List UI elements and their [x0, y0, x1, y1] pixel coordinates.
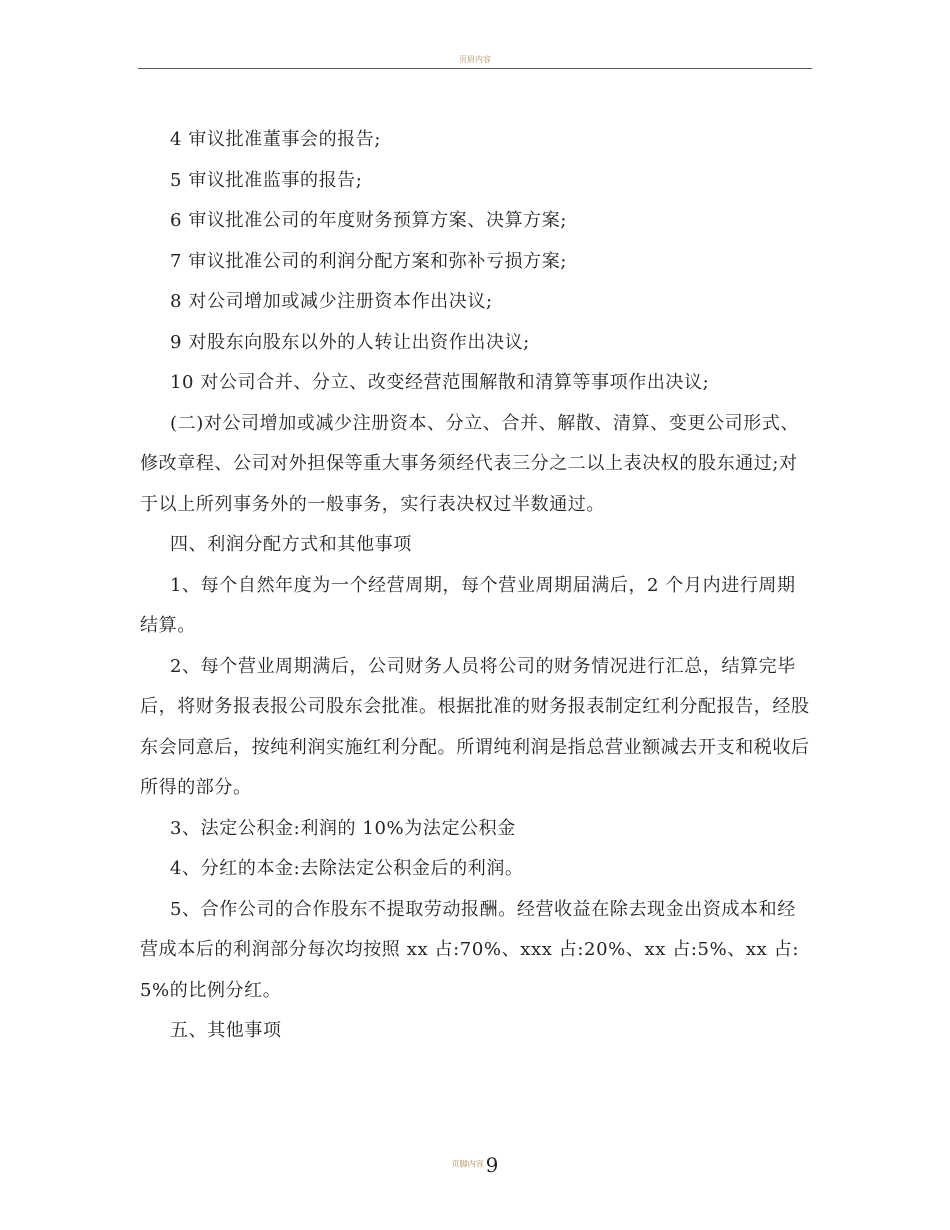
paragraph-clause-4: 4、分红的本金:去除法定公积金后的利润。: [170, 858, 524, 879]
paragraph-clause-1: 1、每个自然年度为一个经营周期，每个营业周期届满后，2 个月内进行周期结算。: [140, 574, 796, 636]
page-number: 9: [485, 1152, 499, 1177]
section-heading-profit-distribution: 四、利润分配方式和其他事项: [170, 534, 412, 555]
paragraph-item-7: 7 审议批准公司的利润分配方案和弥补亏损方案;: [170, 250, 568, 272]
paragraph-voting-rules: (二)对公司增加或减少注册资本、分立、合并、解散、清算、变更公司形式、修改章程、公司对外担保等重大事务须经代表三分之二以上表决权的股东通过;对于以上所列事务外的一般事务，实行表决权过半数通过。: [140, 412, 800, 515]
paragraph-item-4: 4 审议批准董事会的报告;: [170, 129, 382, 150]
paragraph-item-10: 10 对公司合并、分立、改变经营范围解散和清算等事项作出决议;: [170, 372, 710, 393]
paragraph-item-5: 5 审议批准监事的报告;: [170, 169, 363, 191]
document-body: [140, 120, 812, 1052]
paragraph-clause-3: 3、法定公积金:利润的 10%为法定公积金: [170, 817, 516, 839]
page-header: [138, 52, 812, 69]
paragraph-clause-5: 5、合作公司的合作股东不提取劳动报酬。经营收益在除去现金出资成本和经营成本后的利润部分每次均按照 xx 占:70%、xxx 占:20%、xx 占:5%、xx 占:5%的比例分红。: [140, 898, 799, 1001]
paragraph-item-8: 8 对公司增加或减少注册资本作出决议;: [170, 291, 493, 312]
footer-text: 页脚内容: [451, 1159, 484, 1169]
paragraph-clause-2: 2、每个营业周期满后，公司财务人员将公司的财务情况进行汇总，结算完毕后，将财务报表报公司股东会批准。根据批准的财务报表制定红利分配报告，经股东会同意后，按纯利润实施红利分配。所谓纯利润是指总营业额减去开支和税收后所得的部分。: [140, 655, 810, 798]
section-heading-other-matters: 五、其他事项: [170, 1020, 282, 1041]
page-footer: [0, 1152, 950, 1177]
paragraph-item-9: 9 对股东向股东以外的人转让出资作出决议;: [170, 331, 530, 353]
paragraph-item-6: 6 审议批准公司的年度财务预算方案、决算方案;: [170, 210, 568, 231]
header-text: 页眉内容: [459, 55, 491, 64]
